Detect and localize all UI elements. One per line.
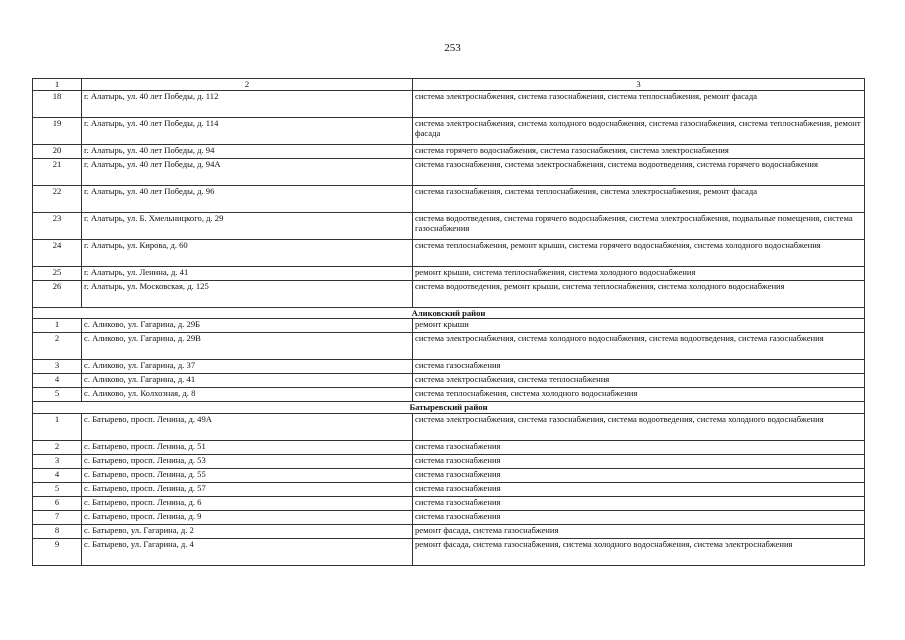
row-works: система теплоснабжения, система холодного водоснабжения <box>413 388 865 402</box>
table-row <box>33 319 865 333</box>
row-number: 2 <box>33 440 82 454</box>
table-row <box>33 413 865 440</box>
row-number: 19 <box>33 117 82 144</box>
row-number: 5 <box>33 388 82 402</box>
row-works: ремонт крыши, система теплоснабжения, система холодного водоснабжения <box>413 266 865 280</box>
table-row <box>33 158 865 185</box>
row-works: система электроснабжения, система газоснабжения, система теплоснабжения, ремонт фасада <box>413 90 865 117</box>
row-works: система водоотведения, ремонт крыши, система теплоснабжения, система холодного водоснабжения <box>413 280 865 307</box>
table-row <box>33 360 865 374</box>
row-works: система газоснабжения <box>413 360 865 374</box>
row-number: 1 <box>33 319 82 333</box>
table-row <box>33 524 865 538</box>
row-number: 4 <box>33 374 82 388</box>
table-row <box>33 117 865 144</box>
row-works: система газоснабжения <box>413 510 865 524</box>
table-row <box>33 388 865 402</box>
row-number: 6 <box>33 496 82 510</box>
table-row <box>33 144 865 158</box>
row-works: система газоснабжения <box>413 440 865 454</box>
row-works: система газоснабжения, система электроснабжения, система водоотведения, система горячего водоснабжения <box>413 158 865 185</box>
row-address: с. Батырево, ул. Гагарина, д. 2 <box>82 524 413 538</box>
table-row <box>33 333 865 360</box>
table-row <box>33 90 865 117</box>
row-number: 21 <box>33 158 82 185</box>
table-row <box>33 468 865 482</box>
row-address: г. Алатырь, ул. Кирова, д. 60 <box>82 239 413 266</box>
row-address: г. Алатырь, ул. 40 лет Победы, д. 94 <box>82 144 413 158</box>
row-address: с. Батырево, просп. Ленина, д. 57 <box>82 482 413 496</box>
row-address: с. Батырево, просп. Ленина, д. 49А <box>82 413 413 440</box>
row-works: система электроснабжения, система теплоснабжения <box>413 374 865 388</box>
housing-repair-table <box>32 78 865 566</box>
row-address: г. Алатырь, ул. Ленина, д. 41 <box>82 266 413 280</box>
page-number: 253 <box>444 42 461 54</box>
row-number: 5 <box>33 482 82 496</box>
row-number: 22 <box>33 185 82 212</box>
row-address: с. Батырево, просп. Ленина, д. 53 <box>82 454 413 468</box>
row-number: 1 <box>33 413 82 440</box>
row-works: система электроснабжения, система газоснабжения, система водоотведения, система холодного водоснабжения <box>413 413 865 440</box>
row-number: 7 <box>33 510 82 524</box>
row-works: система горячего водоснабжения, система газоснабжения, система электроснабжения <box>413 144 865 158</box>
row-address: с. Аликово, ул. Гагарина, д. 37 <box>82 360 413 374</box>
header-col-3: 3 <box>413 79 865 91</box>
table-row <box>33 440 865 454</box>
row-number: 25 <box>33 266 82 280</box>
table-row <box>33 185 865 212</box>
row-address: г. Алатырь, ул. 40 лет Победы, д. 96 <box>82 185 413 212</box>
row-number: 8 <box>33 524 82 538</box>
row-number: 2 <box>33 333 82 360</box>
row-address: г. Алатырь, ул. 40 лет Победы, д. 112 <box>82 90 413 117</box>
table-row <box>33 266 865 280</box>
row-number: 18 <box>33 90 82 117</box>
row-address: с. Батырево, просп. Ленина, д. 55 <box>82 468 413 482</box>
header-col-2: 2 <box>82 79 413 91</box>
row-address: г. Алатырь, ул. 40 лет Победы, д. 94А <box>82 158 413 185</box>
row-address: с. Аликово, ул. Колхозная, д. 8 <box>82 388 413 402</box>
row-works: система электроснабжения, система холодного водоснабжения, система водоотведения, система газоснабжения <box>413 333 865 360</box>
row-works: система газоснабжения <box>413 468 865 482</box>
table-row <box>33 496 865 510</box>
row-works: система газоснабжения <box>413 496 865 510</box>
row-works: ремонт фасада, система газоснабжения <box>413 524 865 538</box>
row-address: с. Аликово, ул. Гагарина, д. 29В <box>82 333 413 360</box>
district-header-row <box>33 402 865 414</box>
table-row <box>33 482 865 496</box>
row-works: ремонт крыши <box>413 319 865 333</box>
district-name: Аликовский район <box>33 307 865 319</box>
row-address: с. Батырево, просп. Ленина, д. 9 <box>82 510 413 524</box>
row-address: г. Алатырь, ул. Б. Хмельницкого, д. 29 <box>82 212 413 239</box>
table-body <box>33 79 865 566</box>
table-row <box>33 212 865 239</box>
row-address: г. Алатырь, ул. 40 лет Победы, д. 114 <box>82 117 413 144</box>
table-row <box>33 280 865 307</box>
row-number: 20 <box>33 144 82 158</box>
row-number: 26 <box>33 280 82 307</box>
district-name: Батыревский район <box>33 402 865 414</box>
row-number: 3 <box>33 360 82 374</box>
table-row <box>33 454 865 468</box>
row-works: система газоснабжения <box>413 482 865 496</box>
table-row <box>33 510 865 524</box>
row-number: 24 <box>33 239 82 266</box>
table-row <box>33 538 865 565</box>
row-address: с. Батырево, ул. Гагарина, д. 4 <box>82 538 413 565</box>
row-address: с. Аликово, ул. Гагарина, д. 41 <box>82 374 413 388</box>
row-works: система газоснабжения <box>413 454 865 468</box>
row-number: 4 <box>33 468 82 482</box>
row-number: 23 <box>33 212 82 239</box>
row-works: система электроснабжения, система холодного водоснабжения, система газоснабжения, система теплоснабжения, ремонт фасада <box>413 117 865 144</box>
row-works: система водоотведения, система горячего водоснабжения, система электроснабжения, подвальные помещения, система газоснабжения <box>413 212 865 239</box>
district-header-row <box>33 307 865 319</box>
row-works: система газоснабжения, система теплоснабжения, система электроснабжения, ремонт фасада <box>413 185 865 212</box>
table-row <box>33 239 865 266</box>
row-address: с. Батырево, просп. Ленина, д. 51 <box>82 440 413 454</box>
row-works: ремонт фасада, система газоснабжения, система холодного водоснабжения, система электроснабжения <box>413 538 865 565</box>
row-number: 9 <box>33 538 82 565</box>
row-number: 3 <box>33 454 82 468</box>
header-col-1: 1 <box>33 79 82 91</box>
row-address: г. Алатырь, ул. Московская, д. 125 <box>82 280 413 307</box>
row-works: система теплоснабжения, ремонт крыши, система горячего водоснабжения, система холодного водоснабжения <box>413 239 865 266</box>
row-address: с. Аликово, ул. Гагарина, д. 29Б <box>82 319 413 333</box>
row-address: с. Батырево, просп. Ленина, д. 6 <box>82 496 413 510</box>
column-number-header <box>33 79 865 91</box>
table-row <box>33 374 865 388</box>
